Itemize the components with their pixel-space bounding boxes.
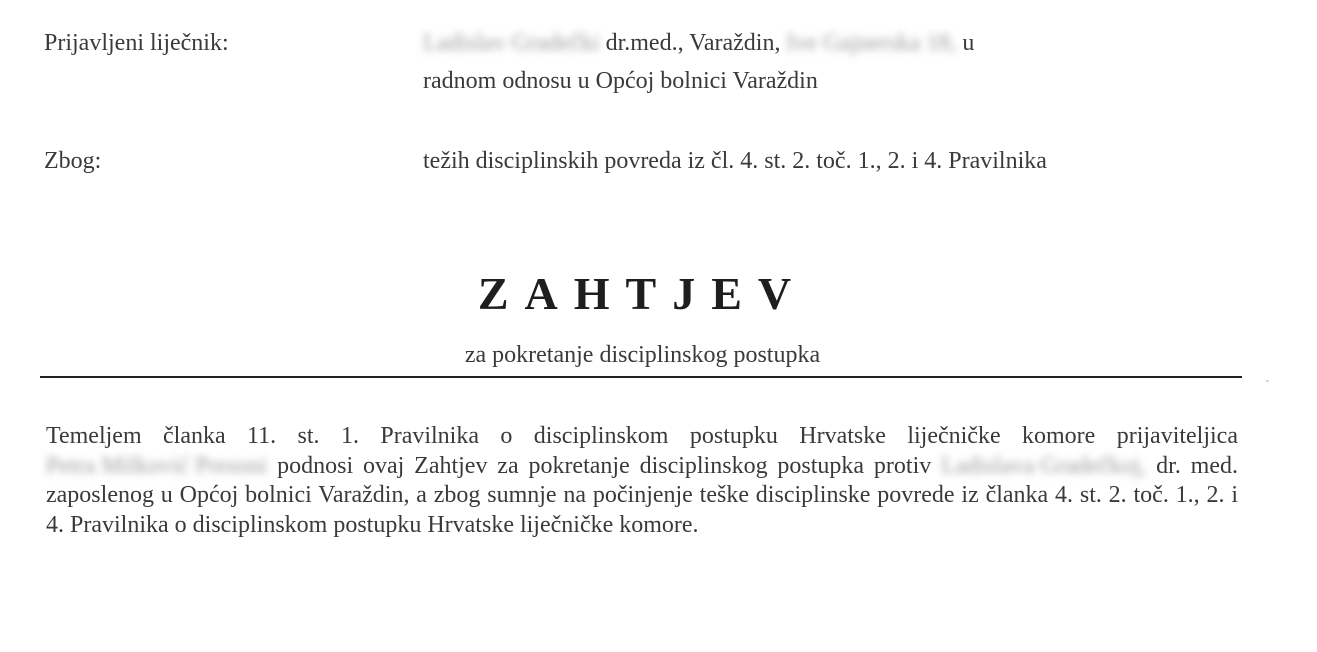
redacted-doctor-name: Ladislav Gradečki: [423, 30, 600, 56]
reason-label: Zbog:: [44, 148, 102, 174]
body-paragraph: [46, 422, 1238, 540]
document-title: ZAHTJEV: [477, 268, 808, 319]
document-subtitle: za pokretanje disciplinskog postupka: [464, 342, 821, 368]
body-part-2: podnosi ovaj Zahtjev za pokretanje disciplinskog postupka protiv: [277, 452, 932, 479]
reason-text: težih disciplinskih povreda iz čl. 4. st. 2. toč. 1., 2. i 4. Pravilnika: [423, 148, 1047, 174]
reported-doctor-line2: radnom odnosu u Općoj bolnici Varaždin: [423, 68, 818, 94]
reported-doctor-line1: [423, 28, 974, 58]
heading-divider: [40, 376, 1242, 378]
body-part-3: dr. med. zaposlenog u Općoj bolnici Varaždin, a zbog sumnje na počinjenje teške disciplinske povrede iz članka 4. st. 2. toč. 1., 2. i 4. Pravilnika o disciplinskom postupku Hrvatske liječničke komore.: [46, 452, 1238, 538]
redacted-doctor-name-body: Ladislava Gradečkoj,: [941, 452, 1147, 479]
line1-suffix: u: [962, 30, 975, 56]
body-part-1: Temeljem članka 11. st. 1. Pravilnika o disciplinskom postupku Hrvatske liječničke komore prijaviteljica: [46, 423, 1238, 449]
redacted-reporter-name: Petra Milković Presoni: [46, 452, 268, 479]
redacted-address: Ive Gajnerska 18,: [786, 30, 957, 56]
doctor-title-city: dr.med., Varaždin,: [605, 30, 781, 56]
reported-doctor-label: Prijavljeni liječnik:: [44, 30, 229, 56]
scan-speck: [1266, 380, 1269, 382]
